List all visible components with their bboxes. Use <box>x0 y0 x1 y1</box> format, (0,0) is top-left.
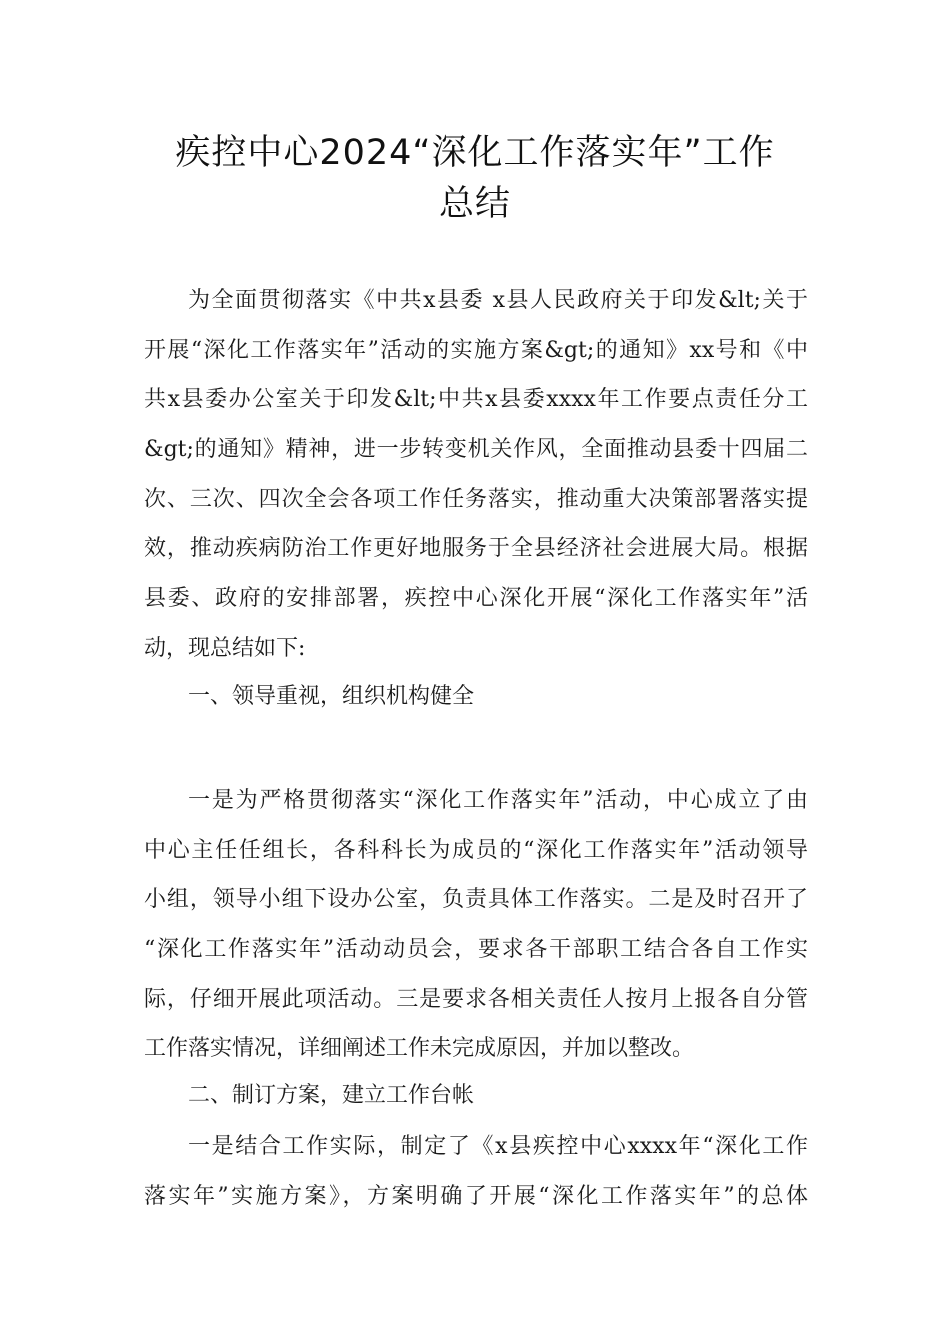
section-heading-2: 二、制订方案，建立工作台帐 <box>188 1083 475 1108</box>
paragraph-line: 县委、政府的安排部署，疾控中心深化开展“深化工作落实年”活 <box>144 586 808 612</box>
paragraph-line: 一是结合工作实际，制定了《x县疾控中心xxxx年“深化工作 <box>188 1134 808 1159</box>
paragraph-line: 开展“深化工作落实年”活动的实施方案&gt;的通知》xx号和《中 <box>144 337 808 363</box>
paragraph-line: 动，现总结如下: <box>144 635 306 661</box>
paragraph-line: “深化工作落实年”活动动员会，要求各干部职工结合各自工作实 <box>144 937 808 963</box>
paragraph-line: 次、三次、四次全会各项工作任务落实，推动重大决策部署落实提 <box>144 486 808 512</box>
document-title-line-1: 疾控中心2024“深化工作落实年”工作 <box>175 133 775 173</box>
paragraph-line: 中心主任任组长，各科科长为成员的“深化工作落实年”活动领导 <box>144 837 808 863</box>
paragraph-intro <box>144 276 808 674</box>
paragraph-section-2 <box>144 1122 808 1221</box>
paragraph-line: 共x县委办公室关于印发&lt;中共x县委xxxx年工作要点责任分工 <box>144 387 808 413</box>
paragraph-line: 际，仔细开展此项活动。三是要求各相关责任人按月上报各自分管 <box>144 986 808 1012</box>
document-title-line-2: 总结 <box>438 184 511 224</box>
paragraph-line: &gt;的通知》精神，进一步转变机关作风，全面推动县委十四届二 <box>144 437 808 463</box>
section-heading-1: 一、领导重视，组织机构健全 <box>188 684 475 709</box>
paragraph-line: 效，推动疾病防治工作更好地服务于全县经济社会进展大局。根据 <box>144 536 808 562</box>
paragraph-section-1 <box>144 776 808 1074</box>
paragraph-line: 落实年”实施方案》，方案明确了开展“深化工作落实年”的总体 <box>144 1183 808 1209</box>
paragraph-line: 为全面贯彻落实《中共x县委 x县人民政府关于印发&lt;关于 <box>188 288 808 313</box>
paragraph-line: 小组，领导小组下设办公室，负责具体工作落实。二是及时召开了 <box>144 887 808 913</box>
paragraph-line: 工作落实情况，详细阐述工作未完成原因，并加以整改。 <box>144 1036 695 1062</box>
paragraph-line: 一是为严格贯彻落实“深化工作落实年”活动，中心成立了由 <box>188 788 808 813</box>
